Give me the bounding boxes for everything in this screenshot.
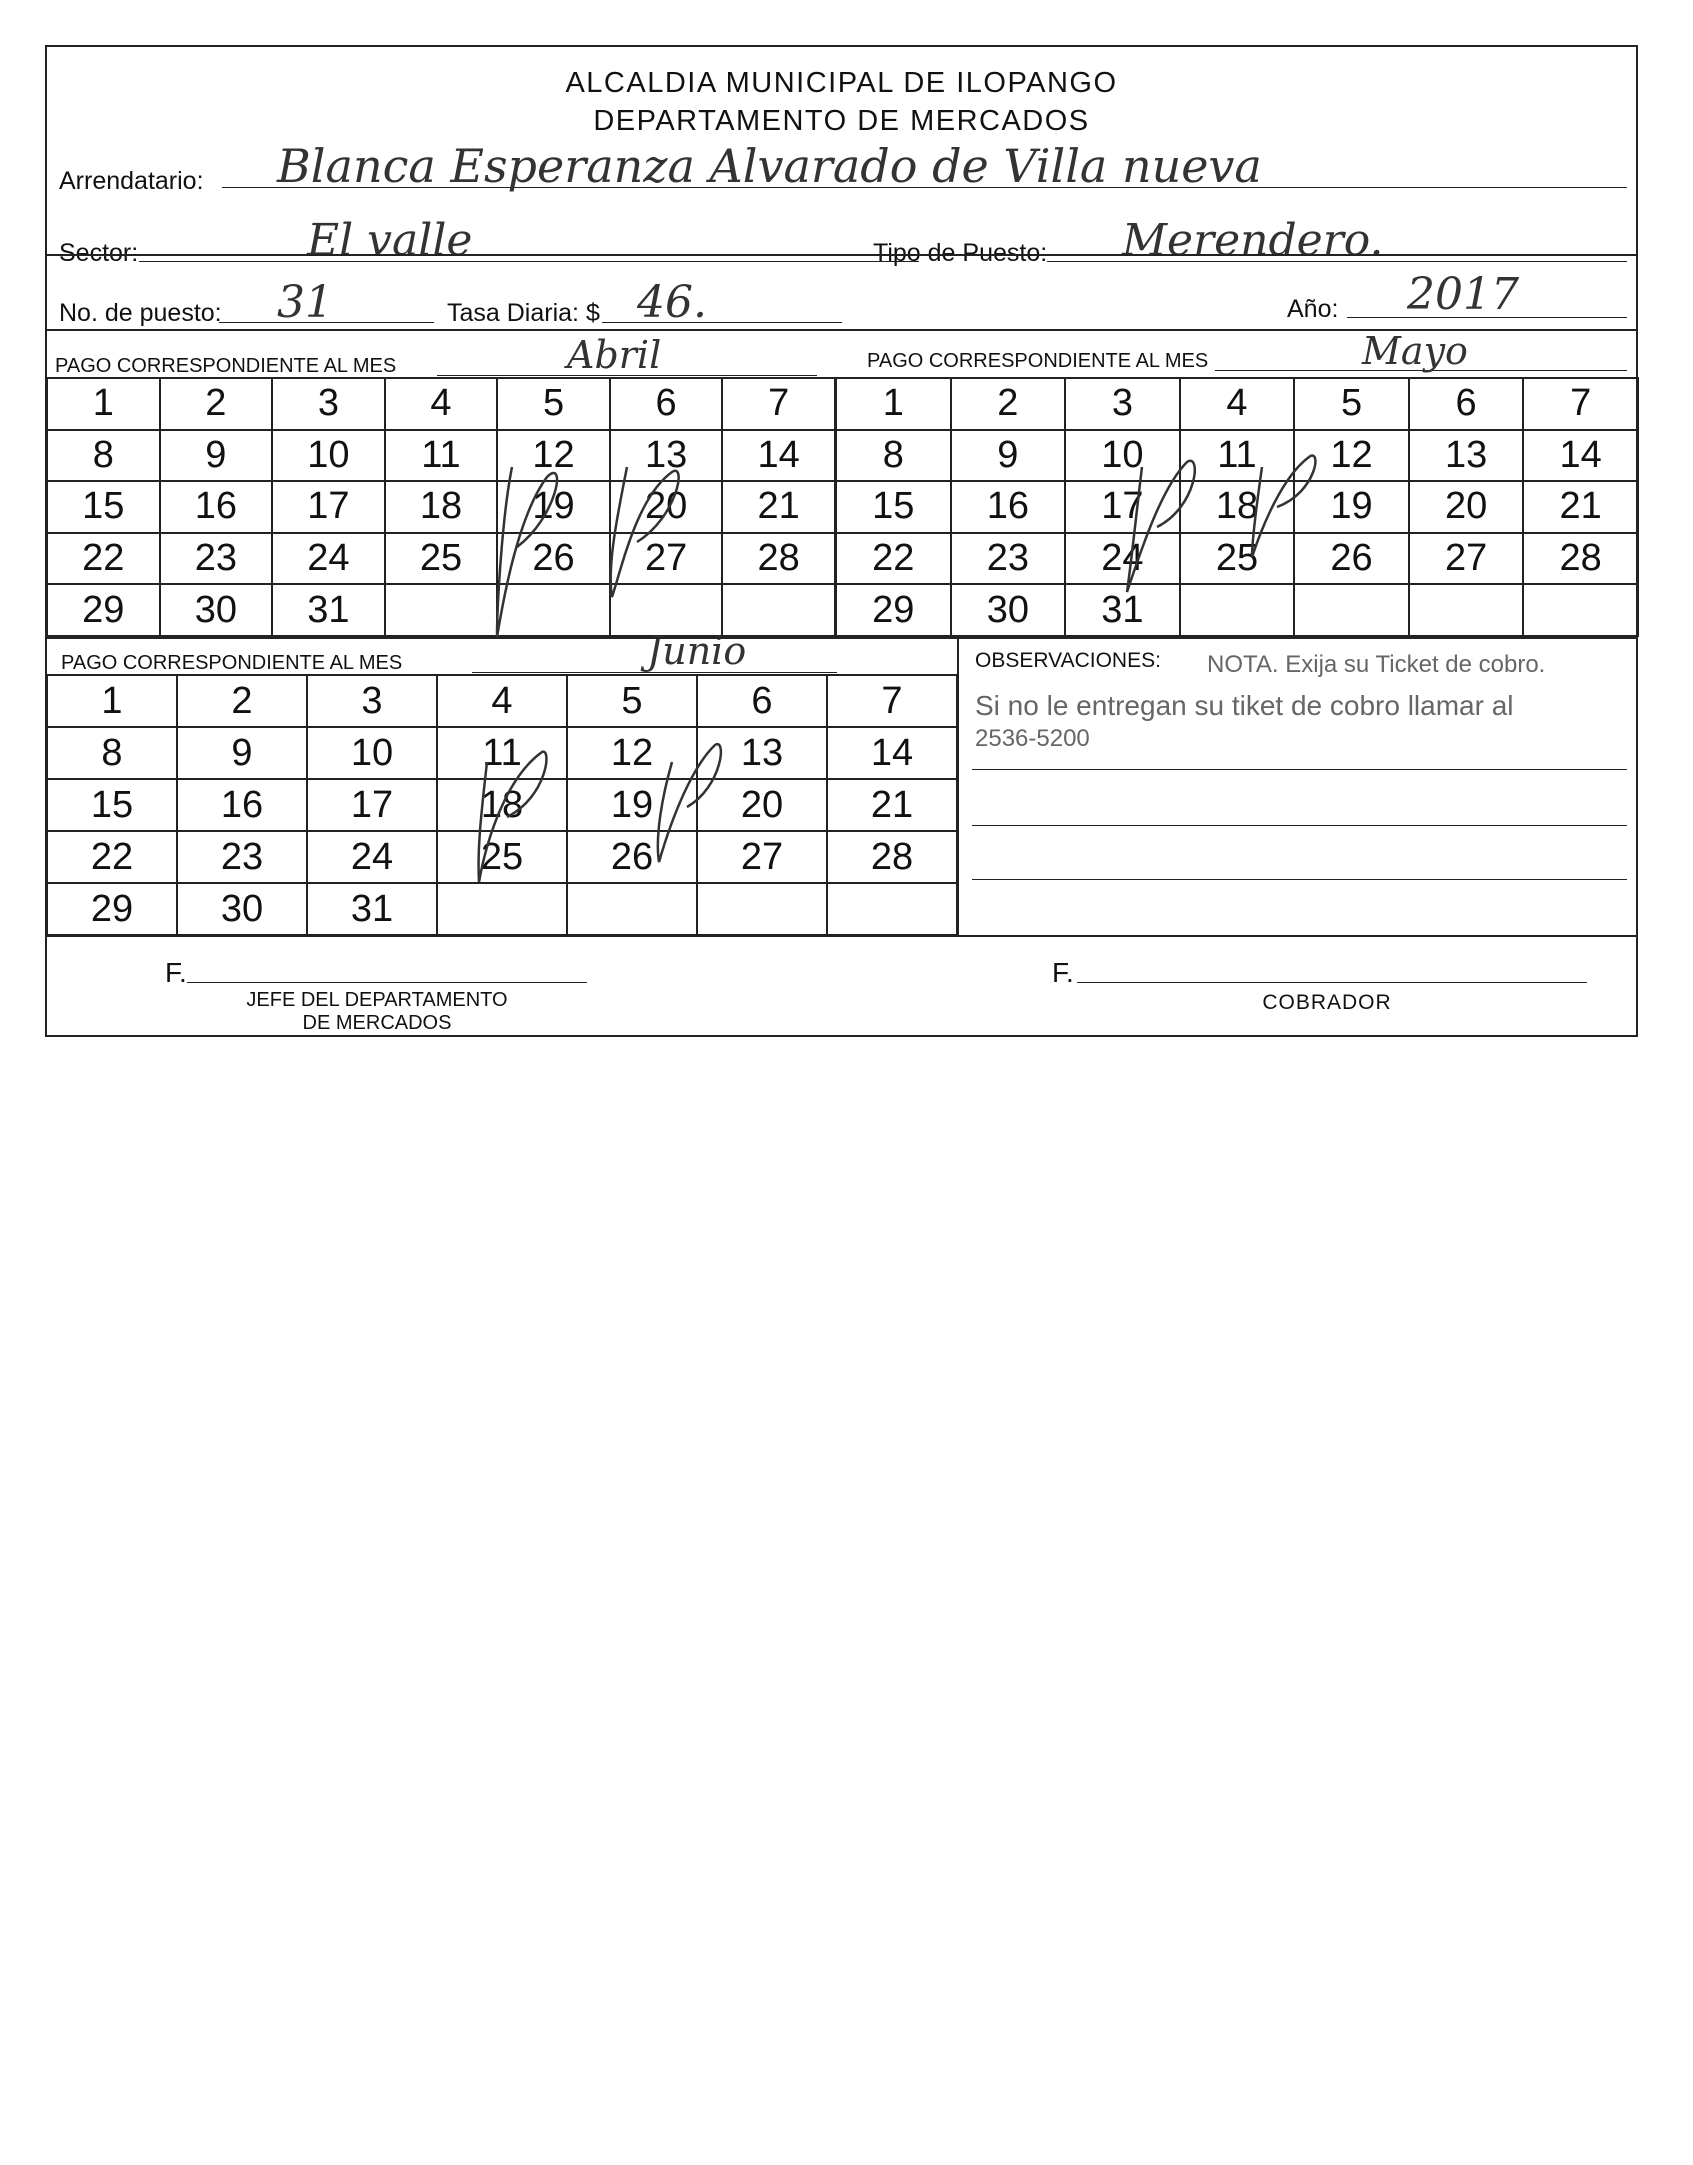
day-cell: 25	[385, 533, 498, 585]
day-cell: 17	[272, 481, 385, 533]
day-cell: 9	[177, 727, 307, 779]
arrendatario-label: Arrendatario:	[59, 167, 204, 195]
check-mark	[611, 467, 679, 597]
arrendatario-value: Blanca Esperanza Alvarado de Villa nueva	[277, 139, 1262, 193]
day-cell: 24	[307, 831, 437, 883]
day-cell: 22	[836, 533, 951, 585]
jefe-label: JEFE DEL DEPARTAMENTO	[246, 989, 508, 1011]
check-mark	[1252, 456, 1315, 557]
day-cell: 20	[1409, 481, 1524, 533]
day-cell: 10	[307, 727, 437, 779]
tasa-label: Tasa Diaria: $	[447, 299, 600, 327]
day-cell: 24	[272, 533, 385, 585]
day-cell: 9	[160, 430, 273, 482]
day-cell: 17	[307, 779, 437, 831]
day-cell: 14	[722, 430, 835, 482]
day-cell: 19	[567, 779, 697, 831]
check-mark	[497, 467, 557, 637]
check-mark	[1127, 461, 1195, 592]
day-cell: 14	[1523, 430, 1638, 482]
day-cell: 2	[177, 675, 307, 727]
day-cell: 28	[1523, 533, 1638, 585]
puesto-label: No. de puesto:	[59, 299, 222, 327]
cobrador-label: COBRADOR	[1262, 991, 1392, 1014]
day-cell: 17	[1065, 481, 1180, 533]
day-cell: 1	[47, 378, 160, 430]
day-cell: 14	[827, 727, 957, 779]
day-cell: 6	[697, 675, 827, 727]
day-cell: 25	[1180, 533, 1295, 585]
day-cell: 8	[47, 727, 177, 779]
firma-cobrador-f: F.	[1052, 957, 1074, 988]
day-cell: 26	[497, 533, 610, 585]
day-cell: 4	[385, 378, 498, 430]
municipality-title: ALCALDIA MUNICIPAL DE ILOPANGO	[565, 67, 1118, 99]
month-header-label: PAGO CORRESPONDIENTE AL MES	[61, 652, 403, 674]
day-cell: 12	[567, 727, 697, 779]
day-cell: 10	[1065, 430, 1180, 482]
day-cell: 8	[47, 430, 160, 482]
day-cell: 29	[836, 584, 951, 636]
day-cell: 11	[385, 430, 498, 482]
day-cell: 3	[307, 675, 437, 727]
day-cell: 27	[697, 831, 827, 883]
sector-value: El valle	[307, 215, 473, 266]
month-junio: Junio	[647, 629, 747, 673]
day-cell: 30	[951, 584, 1066, 636]
month-header-label: PAGO CORRESPONDIENTE AL MES	[55, 355, 397, 377]
day-cell: 15	[47, 779, 177, 831]
day-cell: 29	[47, 584, 160, 636]
day-cell: 23	[160, 533, 273, 585]
check-mark	[479, 752, 547, 882]
day-cell: 13	[1409, 430, 1524, 482]
day-cell: 7	[722, 378, 835, 430]
day-cell: 21	[827, 779, 957, 831]
payment-check-marks	[47, 47, 1640, 1039]
day-cell: 20	[610, 481, 723, 533]
day-cell: 13	[697, 727, 827, 779]
day-cell: 1	[47, 675, 177, 727]
department-title: DEPARTAMENTO DE MERCADOS	[593, 105, 1090, 137]
day-cell: 7	[1523, 378, 1638, 430]
day-cell: 15	[47, 481, 160, 533]
day-cell: 4	[437, 675, 567, 727]
nota-text: NOTA. Exija su Ticket de cobro.	[1207, 651, 1546, 678]
day-cell: 21	[722, 481, 835, 533]
nota-line2: Si no le entregan su tiket de cobro llamar al	[975, 690, 1514, 721]
day-cell: 11	[437, 727, 567, 779]
day-cell: 22	[47, 831, 177, 883]
day-cell: 31	[272, 584, 385, 636]
day-cell: 13	[610, 430, 723, 482]
check-mark	[658, 744, 721, 862]
day-cell: 6	[1409, 378, 1524, 430]
day-cell: 15	[836, 481, 951, 533]
observaciones-label: OBSERVACIONES:	[975, 649, 1161, 672]
day-cell: 21	[1523, 481, 1638, 533]
tipo-puesto-label: Tipo de Puesto:	[873, 239, 1048, 267]
puesto-value: 31	[277, 277, 333, 328]
day-cell: 4	[1180, 378, 1295, 430]
phone-number: 2536-5200	[975, 725, 1090, 752]
day-cell: 19	[1294, 481, 1409, 533]
day-cell: 6	[610, 378, 723, 430]
day-cell: 18	[1180, 481, 1295, 533]
day-cell: 31	[1065, 584, 1180, 636]
anio-label: Año:	[1287, 295, 1339, 323]
day-cell: 23	[951, 533, 1066, 585]
day-cell: 16	[177, 779, 307, 831]
day-cell: 7	[827, 675, 957, 727]
day-cell: 26	[1294, 533, 1409, 585]
month-header-label: PAGO CORRESPONDIENTE AL MES	[867, 350, 1209, 372]
day-cell: 8	[836, 430, 951, 482]
day-cell: 27	[610, 533, 723, 585]
day-cell: 16	[951, 481, 1066, 533]
tipo-puesto-value: Merendero.	[1122, 215, 1384, 266]
day-cell: 3	[1065, 378, 1180, 430]
day-cell: 22	[47, 533, 160, 585]
day-cell: 3	[272, 378, 385, 430]
day-cell: 30	[177, 883, 307, 935]
day-cell: 29	[47, 883, 177, 935]
day-cell: 18	[437, 779, 567, 831]
sector-label: Sector:	[59, 239, 139, 267]
day-cell: 27	[1409, 533, 1524, 585]
day-cell: 2	[951, 378, 1066, 430]
day-cell: 1	[836, 378, 951, 430]
day-cell: 12	[1294, 430, 1409, 482]
month-mayo: Mayo	[1362, 329, 1468, 373]
day-cell: 28	[722, 533, 835, 585]
day-cell: 18	[385, 481, 498, 533]
day-cell: 30	[160, 584, 273, 636]
day-cell: 28	[827, 831, 957, 883]
day-cell: 9	[951, 430, 1066, 482]
day-cell: 2	[160, 378, 273, 430]
anio-value: 2017	[1407, 269, 1519, 320]
month-abril: Abril	[567, 333, 662, 377]
day-cell: 5	[1294, 378, 1409, 430]
day-cell: 16	[160, 481, 273, 533]
day-cell: 5	[497, 378, 610, 430]
day-cell: 20	[697, 779, 827, 831]
jefe-label-2: DE MERCADOS	[302, 1012, 452, 1034]
day-cell: 19	[497, 481, 610, 533]
firma-jefe-f: F.	[165, 957, 187, 988]
day-cell: 26	[567, 831, 697, 883]
day-cell: 10	[272, 430, 385, 482]
day-cell: 25	[437, 831, 567, 883]
day-cell: 23	[177, 831, 307, 883]
day-cell: 11	[1180, 430, 1295, 482]
day-cell: 5	[567, 675, 697, 727]
day-cell: 24	[1065, 533, 1180, 585]
day-cell: 12	[497, 430, 610, 482]
day-cell: 31	[307, 883, 437, 935]
tasa-value: 46.	[637, 277, 707, 328]
rent-card	[45, 45, 1638, 1037]
